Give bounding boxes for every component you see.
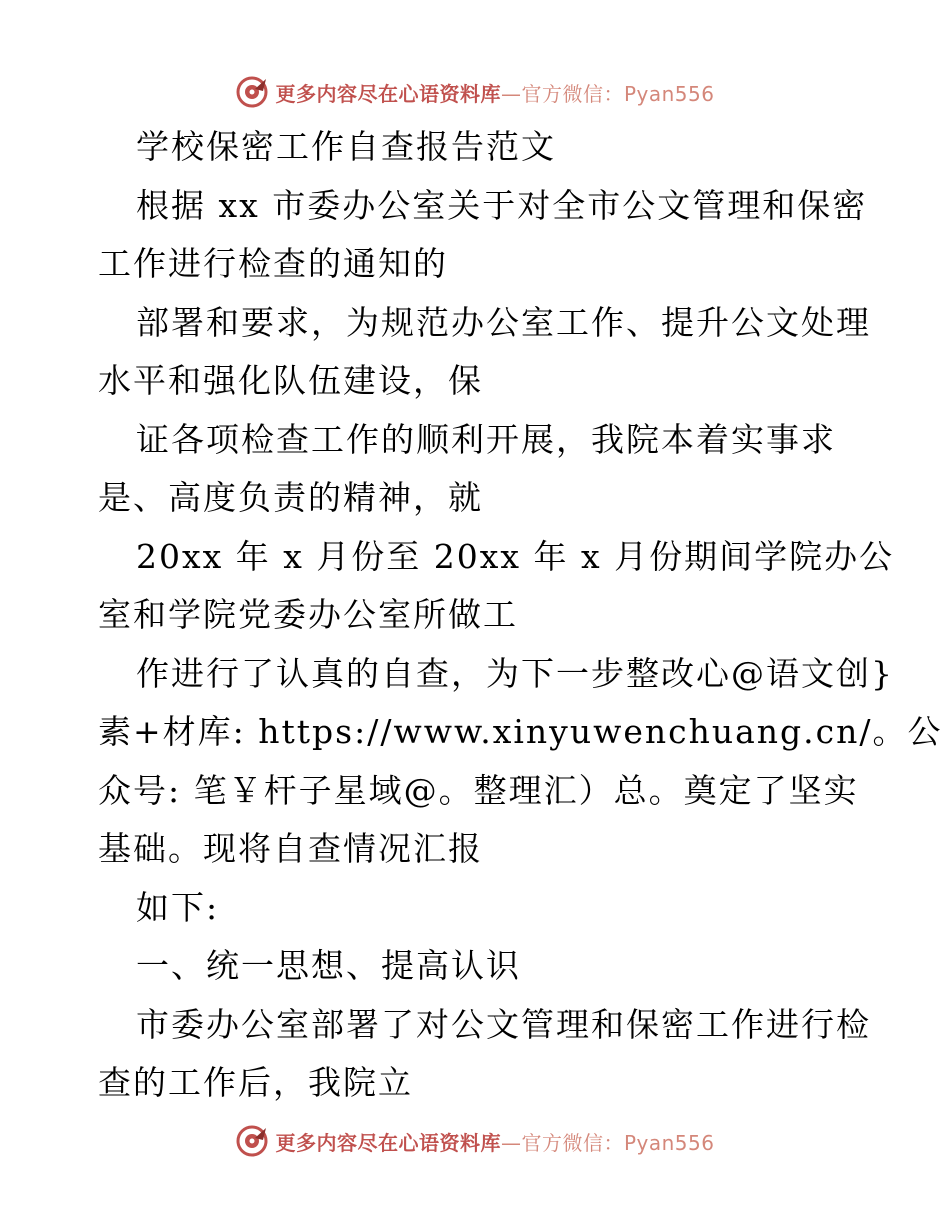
paragraph-line: 证各项检查工作的顺利开展，我院本着实事求 [136,419,836,459]
banner-dash: — [500,1130,522,1155]
paragraph-line: 查的工作后，我院立 [98,1063,413,1102]
banner-main-text: 更多内容尽在心语资料库 [275,81,501,106]
paragraph-line: 20xx 年 x 月份至 20xx 年 x 月份期间学院办公 [136,536,895,576]
paragraph-line: 市委办公室部署了对公文管理和保密工作进行检 [136,1004,871,1044]
footer-banner [0,1121,950,1161]
document-body [98,118,943,1113]
paragraph-line: 是、高度负责的精神，就 [98,478,483,517]
paragraph-line: 众号: 笔￥杆子星域@。整理汇）总。奠定了坚实 [98,770,859,810]
paragraph-line: 作进行了认真的自查，为下一步整改心@语文创} [136,653,894,693]
section-heading: 一、统一思想、提高认识 [136,946,521,985]
document-title: 学校保密工作自查报告范文 [136,127,556,166]
header-banner [0,72,950,112]
banner-wechat-text: 官方微信：Pyan556 [521,1130,715,1155]
paragraph-line: 部署和要求，为规范办公室工作、提升公文处理 [136,302,871,342]
paragraph-line: 室和学院党委办公室所做工 [98,595,518,634]
banner-dash: — [500,81,522,106]
paragraph-line: 如下: [136,887,220,927]
paragraph-line: 工作进行检查的通知的 [98,244,448,283]
banner-text [275,78,714,107]
banner-main-text: 更多内容尽在心语资料库 [275,1130,501,1155]
brand-logo-icon [235,1124,269,1158]
paragraph-line: 水平和强化队伍建设，保 [98,361,483,400]
paragraph-line: 素+材库: https://www.xinyuwenchuang.cn/。公 [98,712,943,751]
banner-wechat-text: 官方微信：Pyan556 [521,81,715,106]
paragraph-line: 根据 xx 市委办公室关于对全市公文管理和保密 [136,185,868,225]
brand-logo-icon [235,75,269,109]
banner-text [275,1127,714,1156]
paragraph-line: 基础。现将自查情况汇报 [98,829,483,868]
